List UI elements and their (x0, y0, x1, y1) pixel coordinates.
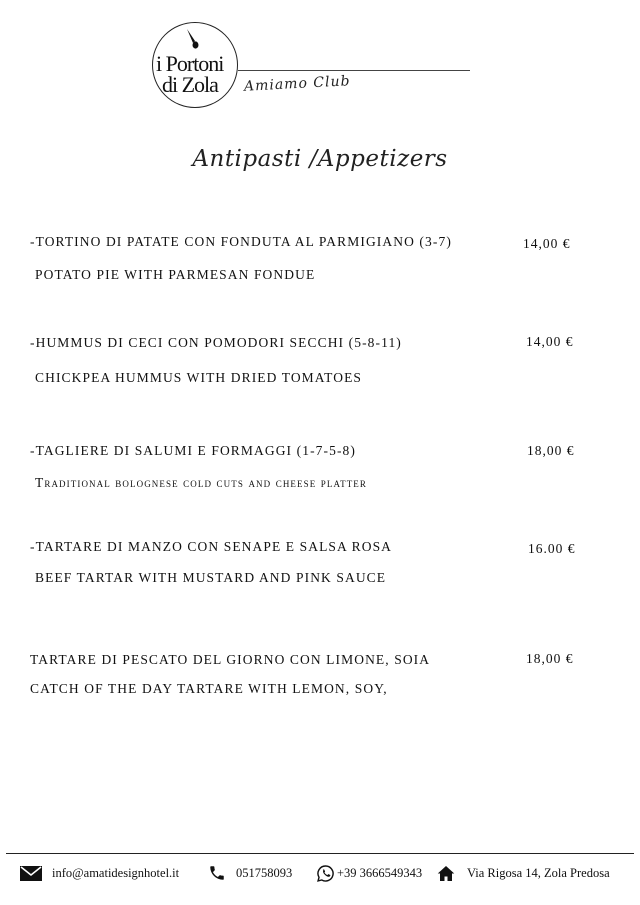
footer-phone[interactable] (208, 864, 292, 882)
item-name-english: CHICKPEA HUMMUS WITH DRIED TOMATOES (35, 370, 363, 385)
item-name-italian: -HUMMUS DI CECI CON POMODORI SECCHI (5-8-11) (30, 335, 402, 350)
envelope-icon (20, 866, 42, 881)
whatsapp-text[interactable]: +39 3666549343 (337, 865, 423, 880)
footer-whatsapp[interactable] (316, 864, 422, 882)
brush-icon (184, 28, 200, 50)
item-name-italian: TARTARE DI PESCATO DEL GIORNO CON LIMONE, SOIA (30, 652, 431, 667)
item-name-italian: -TARTARE DI MANZO CON SENAPE E SALSA ROSA (30, 539, 393, 554)
footer-divider (6, 853, 634, 854)
item-name-english: Traditional bolognese cold cuts and cheese platter (35, 475, 367, 490)
phone-text[interactable]: 051758093 (236, 865, 293, 880)
item-name-italian: -TAGLIERE DI SALUMI E FORMAGGI (1-7-5-8) (30, 443, 357, 458)
brand-subtitle: Amiamo Club (243, 73, 351, 95)
address-text[interactable]: Via Rigosa 14, Zola Predosa (467, 865, 610, 880)
logo-divider (238, 70, 470, 71)
brand-name-line1: i Portoni (156, 51, 224, 76)
brand-name-line2: di Zola (162, 72, 218, 97)
item-name-english: CATCH OF THE DAY TARTARE WITH LEMON, SOY, (30, 681, 388, 696)
item-price: 16.00 € (528, 541, 576, 556)
brand-logo (150, 20, 480, 110)
item-name-english: BEEF TARTAR WITH MUSTARD AND PINK SAUCE (35, 570, 387, 585)
item-price: 14,00 € (526, 334, 574, 349)
footer-address[interactable] (437, 864, 610, 882)
item-name-english: POTATO PIE WITH PARMESAN FONDUE (35, 267, 316, 282)
whatsapp-icon (316, 864, 335, 883)
item-price: 18,00 € (527, 443, 575, 458)
footer-email[interactable] (20, 864, 179, 882)
item-name-italian: -TORTINO DI PATATE CON FONDUTA AL PARMIGIANO (3-7) (30, 234, 452, 249)
home-icon (437, 865, 455, 882)
item-price: 18,00 € (526, 651, 574, 666)
phone-icon (208, 864, 226, 882)
email-text[interactable]: info@amatidesignhotel.it (52, 865, 180, 880)
section-title: Antipasti /Appetizers (192, 146, 448, 172)
item-price: 14,00 € (523, 236, 571, 251)
